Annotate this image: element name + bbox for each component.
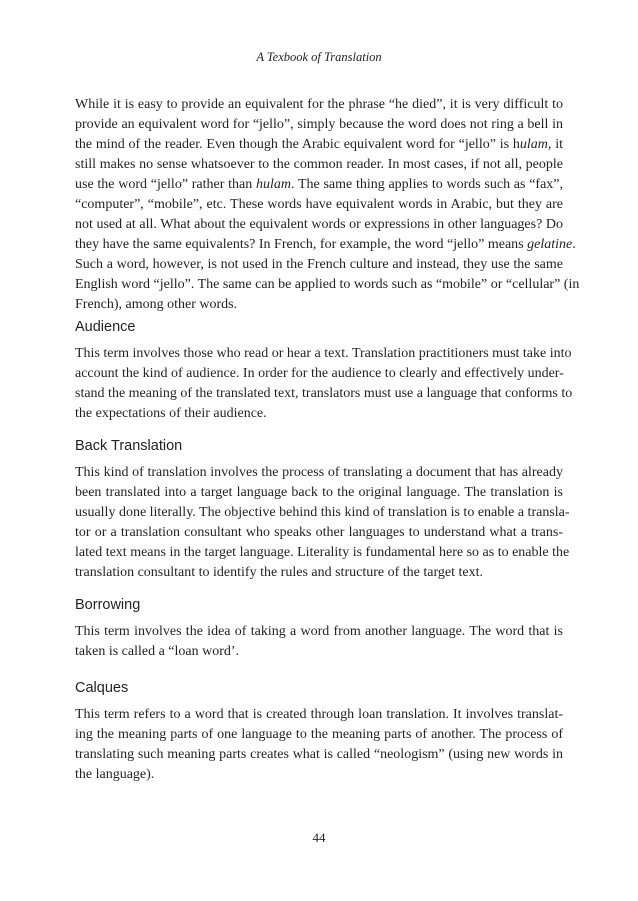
intro-line-9: Such a word, however, is not used in the French culture and instead, they use the same: [75, 257, 563, 272]
intro-line-5-text: use the word “jello” rather than: [75, 177, 256, 192]
calques-line-3: translating such meaning parts creates what is called “neologism” (using new words in: [75, 747, 563, 762]
running-head: A Texbook of Translation: [256, 50, 382, 64]
audience-line-4: the expectations of their audience.: [75, 406, 267, 421]
intro-line-8-end: .: [572, 237, 576, 252]
intro-line-5: [75, 175, 563, 195]
intro-line-2: provide an equivalent word for “jello”, simply because the word does not ring a bell in: [75, 117, 563, 132]
intro-line-8: [75, 235, 576, 255]
intro-line-4: still makes no sense whatsoever to the common reader. In most cases, if not all, people: [75, 157, 563, 172]
heading-audience: Audience: [75, 319, 136, 335]
back-line-3: usually done literally. The objective behind this kind of translation is to enable a transla-: [75, 505, 570, 520]
intro-line-3: [75, 135, 563, 155]
intro-line-5-end: . The same thing applies to words such as “fax”,: [290, 177, 564, 192]
back-line-5: lated text means in the target language. Literality is fundamental here so as to enable the: [75, 545, 570, 560]
italic-term-hulam-2: hulam: [255, 177, 291, 192]
intro-line-1: While it is easy to provide an equivalent for the phrase “he died”, it is very difficult to: [75, 97, 563, 112]
back-translation-paragraph: [75, 463, 570, 583]
heading-back-translation: Back Translation: [75, 438, 183, 454]
back-line-1: This kind of translation involves the process of translating a document that has already: [75, 465, 563, 480]
intro-line-3-text: the mind of the reader. Even though the Arabic equivalent word for “jello” is h: [75, 137, 520, 152]
calques-line-1: This term refers to a word that is created through loan translation. It involves translat-: [75, 707, 563, 722]
calques-line-2: ing the meaning parts of one language to the meaning parts of another. The process of: [75, 727, 563, 742]
calques-paragraph: [75, 705, 563, 785]
intro-line-3-end: , it: [547, 137, 564, 152]
intro-line-8-text: they have the same equivalents? In French, for example, the word “jello” means: [75, 237, 528, 252]
intro-line-11: French), among other words.: [75, 297, 238, 312]
calques-line-4: the language).: [75, 767, 155, 782]
italic-term-hulam: ulam: [519, 137, 548, 152]
italic-term-gelatine: gelatine: [527, 237, 573, 252]
page-number: 44: [312, 830, 326, 845]
borrowing-line-2: taken is called a “loan word’.: [75, 644, 240, 659]
intro-line-10: English word “jello”. The same can be applied to words such as “mobile” or “cellular” (in: [75, 277, 580, 292]
intro-paragraph: [75, 95, 580, 315]
back-line-6: translation consultant to identify the rules and structure of the target text.: [75, 565, 483, 580]
audience-line-2: account the kind of audience. In order for the audience to clearly and effectively under-: [75, 366, 564, 381]
borrowing-paragraph: [75, 622, 563, 662]
audience-line-1: This term involves those who read or hear a text. Translation practitioners must take into: [75, 346, 572, 361]
borrowing-line-1: This term involves the idea of taking a word from another language. The word that is: [75, 624, 563, 639]
intro-line-6: “computer”, “mobile”, etc. These words have equivalent words in Arabic, but they are: [75, 197, 563, 212]
heading-borrowing: Borrowing: [75, 597, 141, 613]
back-line-2: been translated into a target language back to the original language. The translation is: [75, 485, 563, 500]
audience-paragraph: [75, 344, 573, 424]
heading-calques: Calques: [75, 680, 129, 696]
back-line-4: tor or a translation consultant who speaks other languages to understand what a trans-: [75, 525, 563, 540]
audience-line-3: stand the meaning of the translated text, translators must use a language that conforms to: [75, 386, 573, 401]
intro-line-7: not used at all. What about the equivalent words or expressions in other languages? Do: [75, 217, 563, 232]
